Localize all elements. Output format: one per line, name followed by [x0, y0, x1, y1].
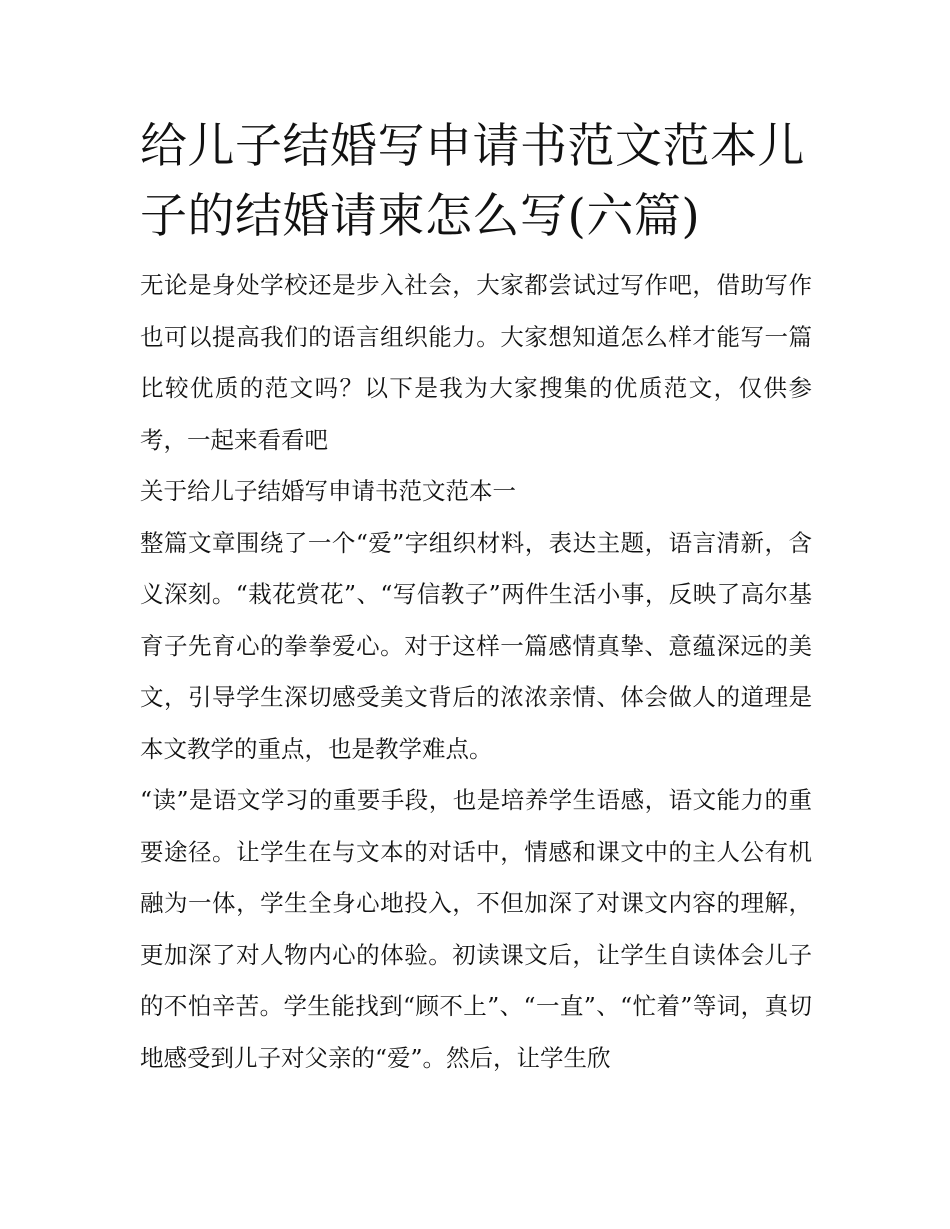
document-page [140, 112, 812, 1084]
section-heading: 关于给儿子结婚写申请书范文范本一 [140, 477, 516, 505]
body-paragraph-1: 整篇文章围绕了一个“爱”字组织材料，表达主题，语言清新，含义深刻。“栽花赏花”、“写信教子”两件生活小事，反映了高尔基育子先育心的拳拳爱心。对于这样一篇感情真挚、意蕴深远的美文，引导学生深切感受美文背后的浓浓亲情、体会做人的道理是本文教学的重点，也是教学难点。 [140, 528, 812, 763]
document-title: 给儿子结婚写申请书范文范本儿子的结婚请柬怎么写(六篇) [140, 119, 805, 244]
body-paragraph-2: “读”是语文学习的重要手段，也是培养学生语感，语文能力的重要途径。让学生在与文本的对话中，情感和课文中的主人公有机融为一体，学生全身心地投入，不但加深了对课文内容的理解，更加深了对人物内心的体验。初读课文后，让学生自读体会儿子的不怕辛苦。学生能找到“顾不上”、“一直”、“忙着”等词，真切地感受到儿子对父亲的“爱”。然后，让学生欣 [140, 786, 812, 1072]
intro-paragraph: 无论是身处学校还是步入社会，大家都尝试过写作吧，借助写作也可以提高我们的语言组织能力。大家想知道怎么样才能写一篇比较优质的范文吗？以下是我为大家搜集的优质范文，仅供参考，一起来看看吧 [140, 271, 812, 454]
